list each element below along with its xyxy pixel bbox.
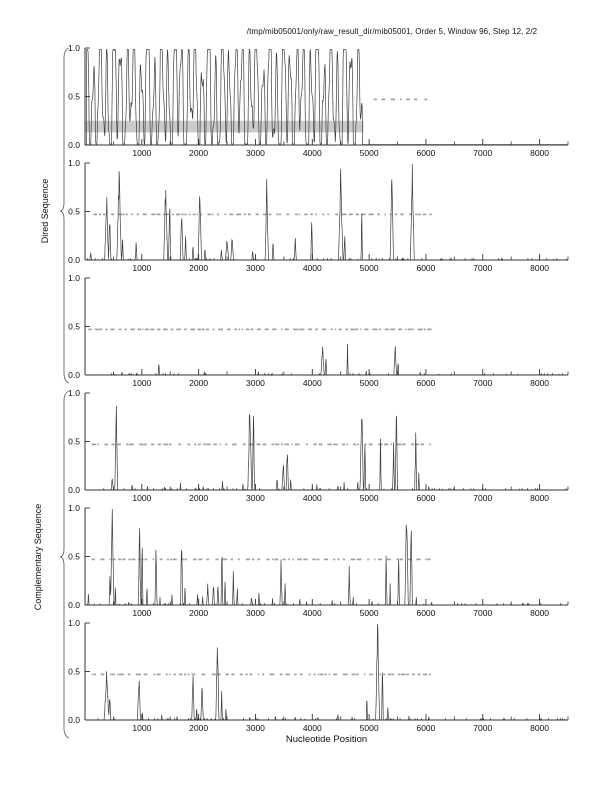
svg-text:8000: 8000 [530, 723, 550, 733]
svg-text:4000: 4000 [302, 148, 322, 158]
svg-text:4000: 4000 [302, 723, 322, 733]
svg-text:8000: 8000 [530, 378, 550, 388]
svg-text:6000: 6000 [416, 608, 436, 618]
svg-text:8000: 8000 [530, 148, 550, 158]
svg-text:6000: 6000 [416, 263, 436, 273]
svg-text:2000: 2000 [189, 263, 209, 273]
svg-text:3000: 3000 [246, 263, 265, 273]
svg-text:1000: 1000 [132, 148, 152, 158]
svg-text:0.0: 0.0 [68, 255, 80, 265]
svg-text:2000: 2000 [189, 378, 209, 388]
svg-text:4000: 4000 [302, 263, 322, 273]
svg-text:0.0: 0.0 [68, 600, 80, 610]
svg-text:7000: 7000 [473, 493, 493, 503]
svg-text:1.0: 1.0 [68, 503, 80, 513]
svg-text:3000: 3000 [246, 148, 265, 158]
svg-text:5000: 5000 [359, 148, 379, 158]
svg-text:5000: 5000 [359, 378, 379, 388]
svg-text:3000: 3000 [246, 723, 265, 733]
svg-text:5000: 5000 [359, 493, 379, 503]
svg-text:5000: 5000 [359, 263, 379, 273]
svg-text:7000: 7000 [473, 608, 493, 618]
svg-text:7000: 7000 [473, 148, 493, 158]
svg-text:0.5: 0.5 [68, 551, 80, 562]
svg-text:6000: 6000 [416, 723, 436, 733]
svg-text:0.5: 0.5 [68, 206, 80, 217]
svg-text:3000: 3000 [246, 378, 265, 388]
group-label-direct-sequence: Dired Sequence [40, 178, 50, 244]
svg-text:5000: 5000 [359, 608, 379, 618]
svg-text:7000: 7000 [473, 378, 493, 388]
svg-text:3000: 3000 [246, 493, 265, 503]
svg-text:0.5: 0.5 [68, 436, 80, 447]
svg-text:1.0: 1.0 [68, 158, 80, 168]
svg-text:1.0: 1.0 [68, 273, 80, 283]
svg-text:6000: 6000 [416, 148, 436, 158]
svg-text:1.0: 1.0 [68, 618, 80, 628]
svg-text:4000: 4000 [302, 378, 322, 388]
svg-text:4000: 4000 [302, 608, 322, 618]
svg-text:1000: 1000 [132, 378, 152, 388]
svg-text:2000: 2000 [189, 723, 209, 733]
svg-text:7000: 7000 [473, 723, 493, 733]
svg-text:1000: 1000 [132, 608, 152, 618]
svg-text:8000: 8000 [530, 263, 550, 273]
svg-text:4000: 4000 [302, 493, 322, 503]
svg-text:7000: 7000 [473, 263, 493, 273]
svg-text:0.5: 0.5 [68, 91, 80, 102]
plot-title: /tmp/mib05001/only/raw_result_dir/mib05001, Order 5, Window 96, Step 12, 2/2 [246, 27, 538, 36]
svg-text:0.5: 0.5 [68, 666, 80, 677]
x-axis-label: Nucleotide Position [285, 734, 368, 745]
svg-text:8000: 8000 [530, 608, 550, 618]
svg-text:1000: 1000 [132, 263, 152, 273]
svg-text:0.0: 0.0 [68, 370, 80, 380]
svg-text:1000: 1000 [132, 723, 152, 733]
svg-text:0.0: 0.0 [68, 485, 80, 495]
svg-text:1.0: 1.0 [68, 43, 80, 53]
svg-text:3000: 3000 [246, 608, 265, 618]
group-label-complementary-sequence: Complementary Sequence [33, 503, 43, 611]
svg-text:6000: 6000 [416, 493, 436, 503]
svg-text:2000: 2000 [189, 148, 209, 158]
svg-text:2000: 2000 [189, 608, 209, 618]
svg-text:6000: 6000 [416, 378, 436, 388]
svg-text:0.0: 0.0 [68, 715, 80, 725]
svg-text:8000: 8000 [530, 493, 550, 503]
svg-text:2000: 2000 [189, 493, 209, 503]
svg-text:0.5: 0.5 [68, 321, 80, 332]
svg-text:1000: 1000 [132, 493, 152, 503]
svg-text:1.0: 1.0 [68, 388, 80, 398]
svg-text:0.0: 0.0 [68, 140, 80, 150]
svg-text:5000: 5000 [359, 723, 379, 733]
